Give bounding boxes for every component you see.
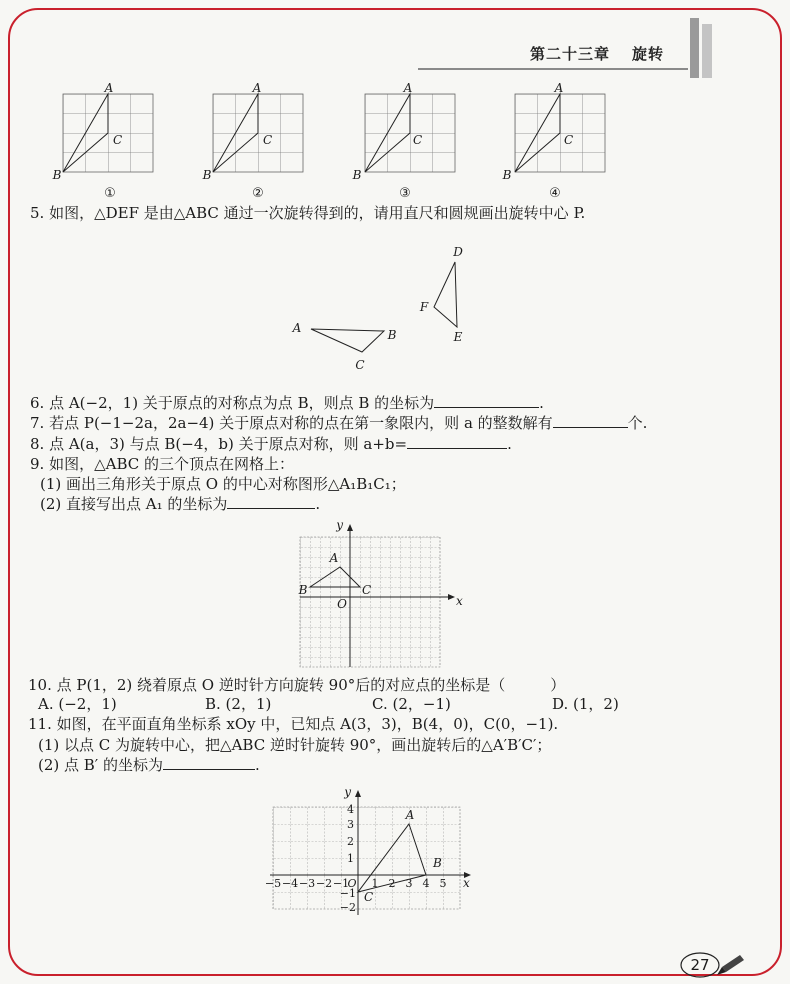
answer-blank <box>163 757 255 770</box>
question-9 <box>30 454 294 474</box>
label-b: B <box>298 583 308 597</box>
x-tick-label: 5 <box>439 877 447 890</box>
label-b: B <box>387 328 397 342</box>
label-c: C <box>355 358 365 372</box>
question-9-part-2-end: . <box>315 495 321 513</box>
question-11-part-1-text: (1) 以点 C 为旋转中心，把△ABC 逆时针旋转 90°，画出旋转后的△A′B′C′； <box>38 736 552 754</box>
option-b: B. (2，1) <box>205 695 272 713</box>
answer-blank <box>553 415 628 428</box>
x-axis-label: x <box>463 876 470 890</box>
top-figure-4 <box>502 81 605 201</box>
x-tick-label: 3 <box>405 877 413 890</box>
y-axis-arrow <box>355 790 361 797</box>
question-10-text: 10. 点 P(1，2) 绕着原点 O 逆时针方向旋转 90°后的对应点的坐标是（ ） <box>28 676 566 694</box>
figure-number: ③ <box>399 186 411 201</box>
triangle-def <box>434 262 457 327</box>
question-6-end: . <box>539 394 544 412</box>
question-9-text: 9. 如图，△ABC 的三个顶点在网格上： <box>30 455 294 473</box>
figure-number: ② <box>252 186 264 201</box>
option-c: C. (2，−1) <box>372 695 451 713</box>
question-8 <box>30 434 512 454</box>
question-11-text: 11. 如图，在平面直角坐标系 xOy 中，已知点 A(3，3)，B(4，0)，C(0，−1). <box>28 715 559 733</box>
question-7-end: 个. <box>627 414 648 432</box>
label-b: B <box>433 856 442 870</box>
y-tick-label: −2 <box>339 901 356 914</box>
x-tick-label: −3 <box>298 877 316 890</box>
label-b: B <box>202 168 212 182</box>
question-11 <box>28 714 558 734</box>
pencil-icon <box>722 955 744 972</box>
label-c: C <box>364 890 374 904</box>
x-tick-label: 1 <box>371 877 379 890</box>
question-9-part-1-text: (1) 画出三角形关于原点 O 的中心对称图形△A₁B₁C₁； <box>40 475 406 493</box>
top-figure-1 <box>52 81 153 201</box>
question-10 <box>28 675 565 695</box>
label-a: A <box>405 808 415 822</box>
label-b: B <box>352 168 362 182</box>
x-tick-label: −1 <box>332 877 350 890</box>
top-figure-3 <box>352 81 455 201</box>
question-11-part-2-end: . <box>254 756 260 774</box>
page-number-badge <box>681 953 744 977</box>
option-a: A. (−2，1) <box>38 695 117 713</box>
chapter-title: 第二十三章 <box>530 45 611 63</box>
label-c: C <box>113 133 123 147</box>
label-a: A <box>403 81 413 95</box>
label-a: A <box>252 81 262 95</box>
problem-9-figure <box>298 518 463 667</box>
question-6 <box>30 393 544 413</box>
label-c: C <box>362 583 372 597</box>
label-c: C <box>263 133 273 147</box>
question-11-part-1 <box>38 735 551 755</box>
label-c: C <box>413 133 423 147</box>
x-tick-label: −4 <box>281 877 299 890</box>
x-tick-label: −2 <box>315 877 333 890</box>
label-a: A <box>292 321 302 335</box>
question-7-text: 7. 若点 P(−1−2a，2a−4) 关于原点对称的点在第一象限内，则 a 的整数解有 <box>30 414 553 432</box>
question-8-end: . <box>507 435 512 453</box>
label-f: F <box>419 300 429 314</box>
problem-5-figure <box>292 245 464 372</box>
y-axis-label: y <box>344 785 351 799</box>
question-8-text: 8. 点 A(a，3) 与点 B(−4，b) 关于原点对称，则 a+b= <box>30 435 408 453</box>
option-d: D. (1，2) <box>552 695 619 713</box>
question-11-part-2 <box>38 755 260 775</box>
question-5 <box>30 203 585 223</box>
x-tick-label: −5 <box>264 877 282 890</box>
y-tick-label: −1 <box>339 887 356 900</box>
chapter-topic: 旋转 <box>632 45 665 63</box>
origin-label: O <box>347 877 357 890</box>
label-c: C <box>564 133 574 147</box>
top-figure-2 <box>202 81 303 201</box>
answer-blank <box>434 395 539 408</box>
y-tick-label: 2 <box>347 835 354 848</box>
page-number: 27 <box>690 956 710 974</box>
origin-label: O <box>337 597 347 611</box>
label-e: E <box>453 330 463 344</box>
y-tick-label: 1 <box>347 852 354 865</box>
y-axis-label: y <box>336 518 343 532</box>
y-tick-label: 4 <box>347 803 354 816</box>
label-a: A <box>554 81 564 95</box>
question-11-part-2-text: (2) 点 B′ 的坐标为 <box>38 756 163 774</box>
question-9-part-2 <box>40 494 320 514</box>
triangle-abc <box>311 329 384 352</box>
question-6-text: 6. 点 A(−2，1) 关于原点的对称点为点 B，则点 B 的坐标为 <box>30 394 435 412</box>
problem-11-figure <box>265 785 471 915</box>
figure-number: ① <box>104 186 116 201</box>
question-5-text: 5. 如图，△DEF 是由△ABC 通过一次旋转得到的，请用直尺和圆规画出旋转中心 P. <box>30 204 586 222</box>
x-tick-label: 4 <box>422 877 430 890</box>
x-axis-label: x <box>456 594 463 608</box>
question-9-part-1 <box>40 474 406 494</box>
label-a: A <box>329 551 339 565</box>
y-axis-arrow <box>347 524 353 531</box>
answer-blank <box>227 496 315 509</box>
x-axis-arrow <box>448 594 455 600</box>
label-d: D <box>453 245 463 259</box>
y-tick-label: 3 <box>347 818 354 831</box>
figure-number: ④ <box>549 186 561 201</box>
x-tick-label: 2 <box>388 877 396 890</box>
dashed-grid <box>300 537 440 667</box>
label-b: B <box>502 168 512 182</box>
answer-blank <box>407 436 507 449</box>
question-7 <box>30 413 647 433</box>
label-a: A <box>104 81 114 95</box>
question-9-part-2-text: (2) 直接写出点 A₁ 的坐标为 <box>40 495 228 513</box>
label-b: B <box>52 168 62 182</box>
